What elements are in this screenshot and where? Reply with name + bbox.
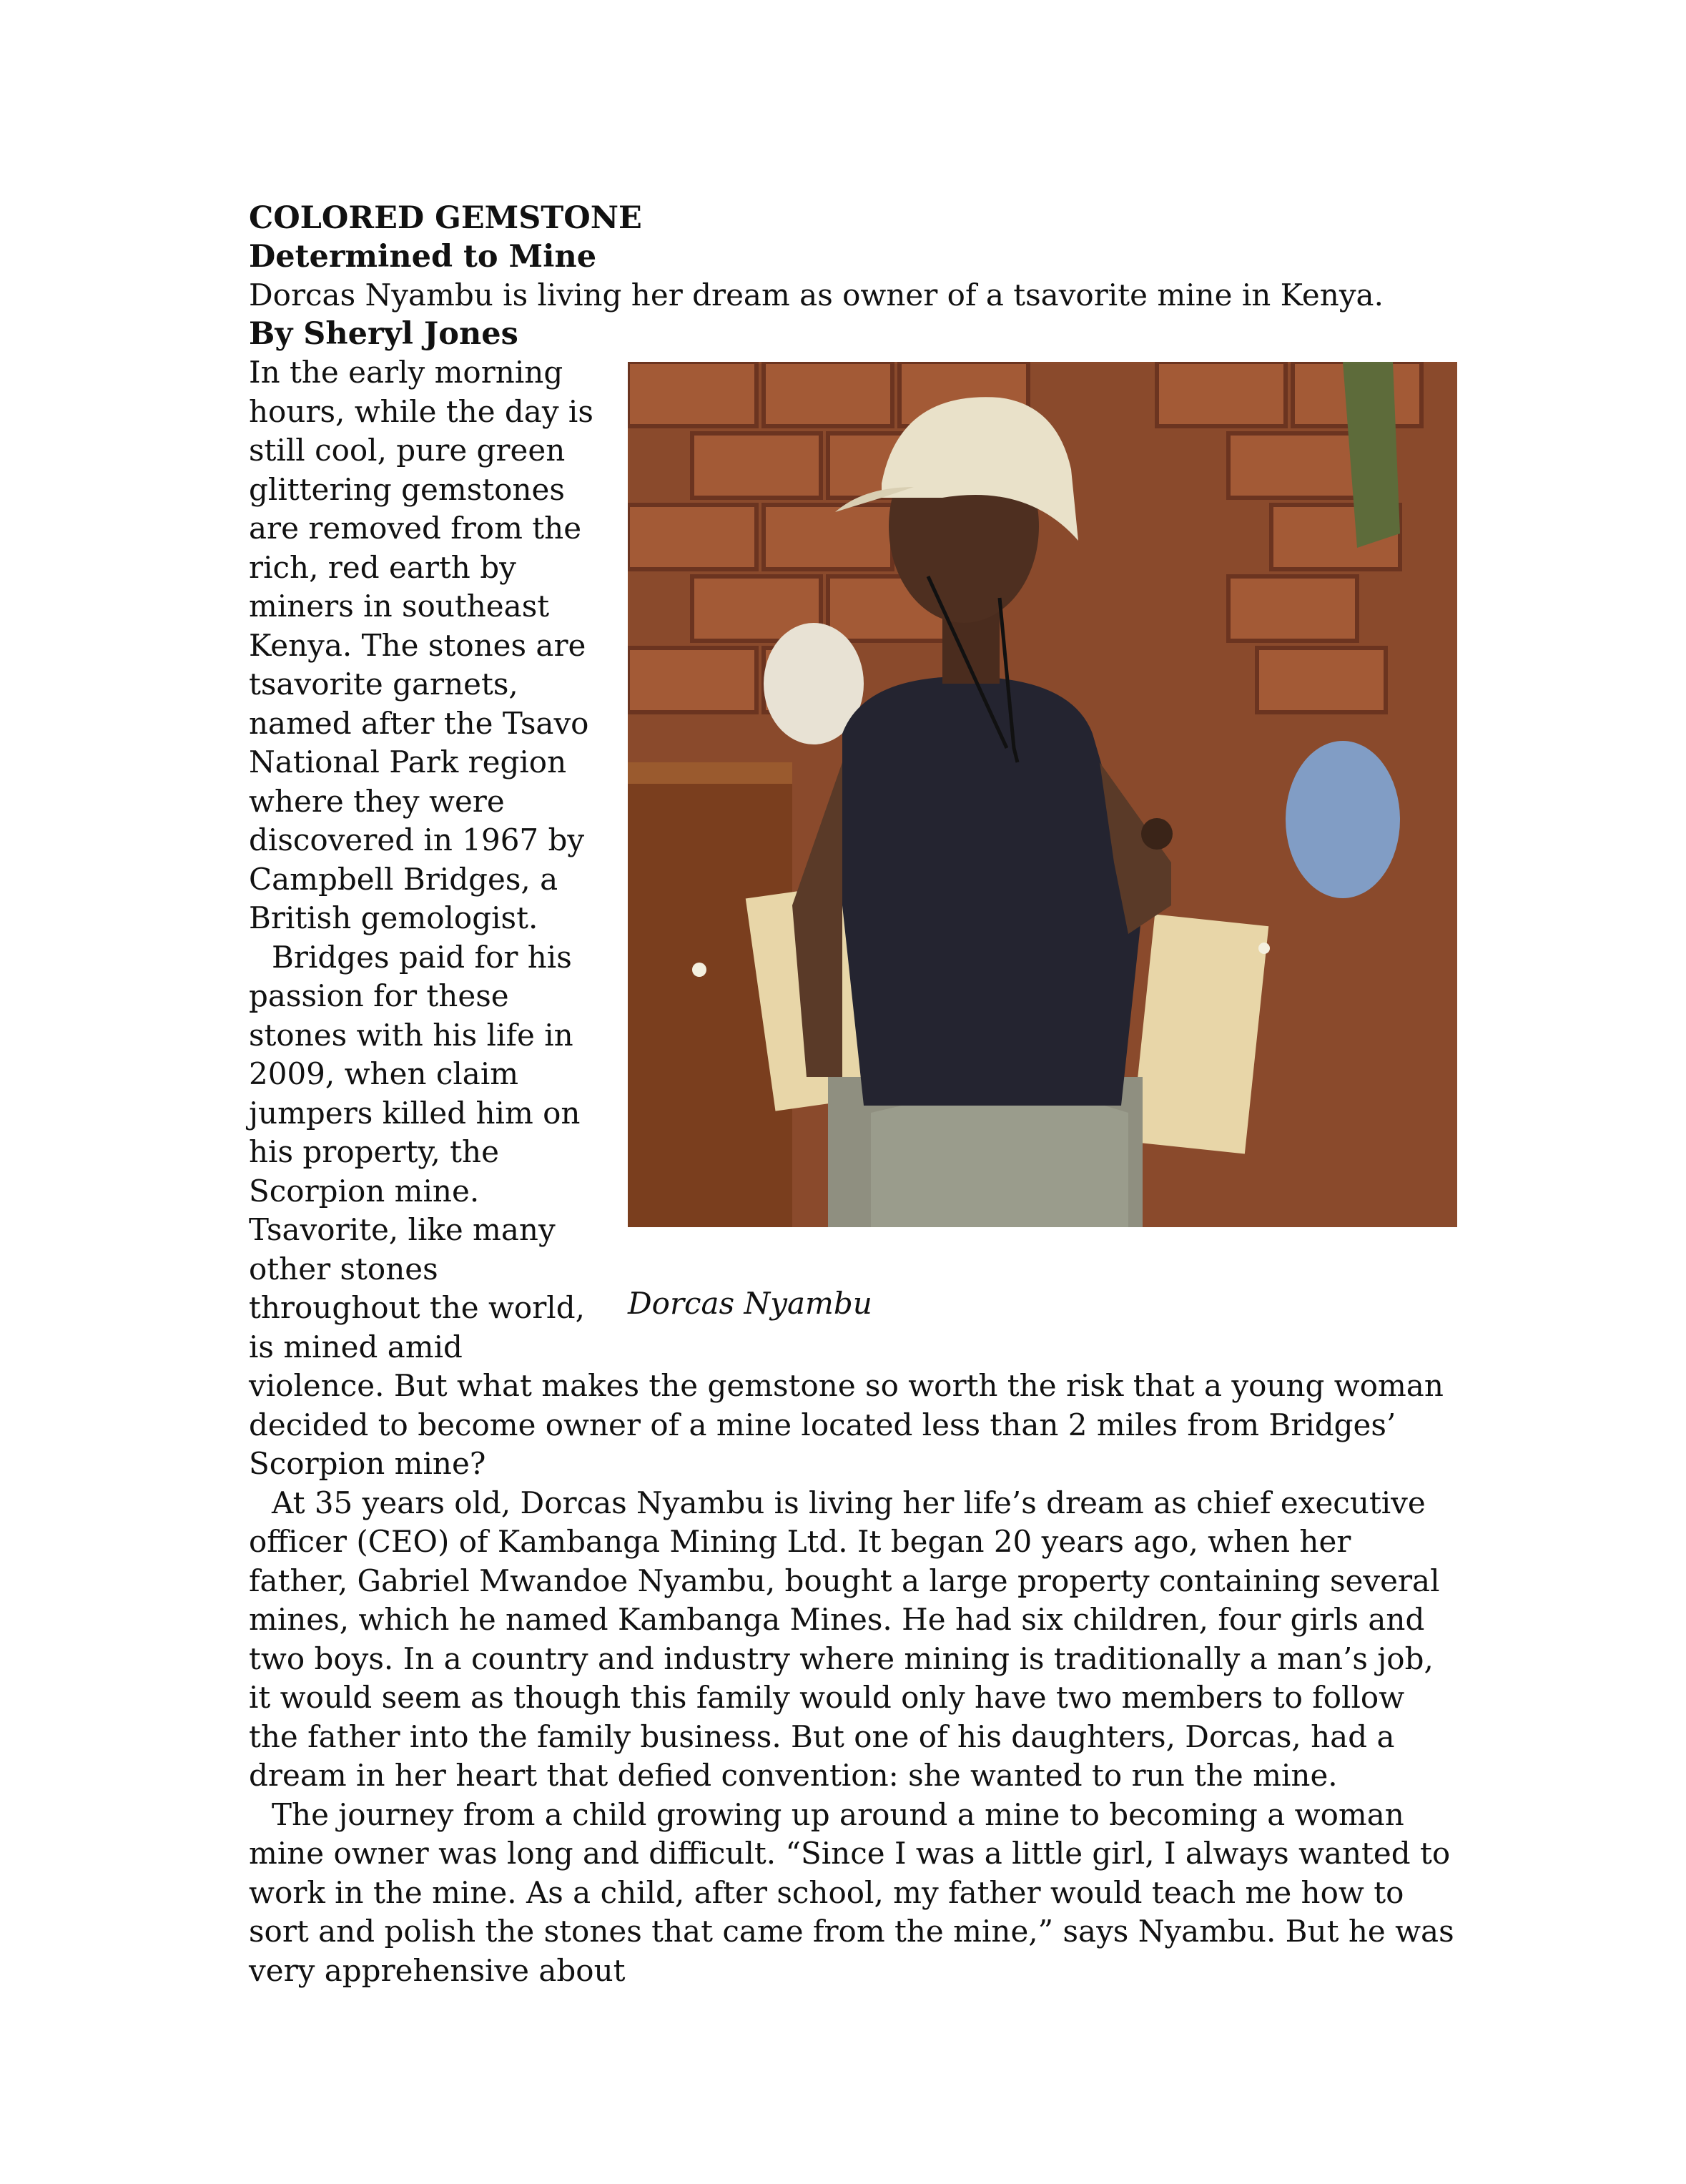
paragraph: The journey from a child growing up around a mine to becoming a woman mine owner was long and difficult. “Since I was a little girl, I always wanted to work in the mine. As a child, after school, my father would teach me how to sort and polish the stones that came from the mine,” says Nyambu. But he was very apprehensive about xyxy=(249,1796,1454,1988)
article-body xyxy=(249,353,1457,1990)
article-deck: Dorcas Nyambu is living her dream as owner of a tsavorite mine in Kenya. xyxy=(249,277,1384,313)
photo-portrait-icon xyxy=(628,362,1457,1227)
article-headline: Determined to Mine xyxy=(249,239,597,275)
photo-caption: Dorcas Nyambu xyxy=(628,1286,872,1321)
article-byline: By Sheryl Jones xyxy=(249,316,518,352)
paragraph: Bridges paid for his passion for these stones with his life in 2009, when claim jumpers killed him on his property, the Scorpion mine. Tsavorite, like many other stones throughout the world, is mined amid violence. But what makes the gemstone so worth the risk that a young woman decided to become owner of a mine located less than 2 miles from Bridges’ Scorpion mine? xyxy=(249,939,1444,1481)
paragraph: At 35 years old, Dorcas Nyambu is living her life’s dream as chief executive officer (CEO) of Kambanga Mining Ltd. It began 20 years ago, when her father, Gabriel Mwandoe Nyambu, bought a large property containing several mines, which he named Kambanga Mines. He had six children, four girls and two boys. In a country and industry where mining is traditionally a man’s job, it would seem as though this family would only have two members to follow the father into the family business. But one of his daughters, Dorcas, had a dream in her heart that defied convention: she wanted to run the mine. xyxy=(249,1485,1440,1793)
article xyxy=(249,199,1457,1990)
paragraph: In the early morning hours, while the day is still cool, pure green glittering gemstones are removed from the rich, red earth by miners in southeast Kenya. The stones are tsavorite garnets, named after the Tsavo National Park region where they were discovered in 1967 by Campbell Bridges, a British gemologist. xyxy=(249,355,593,935)
section-label: COLORED GEMSTONE xyxy=(249,200,642,236)
photo-figure xyxy=(628,362,1457,1337)
